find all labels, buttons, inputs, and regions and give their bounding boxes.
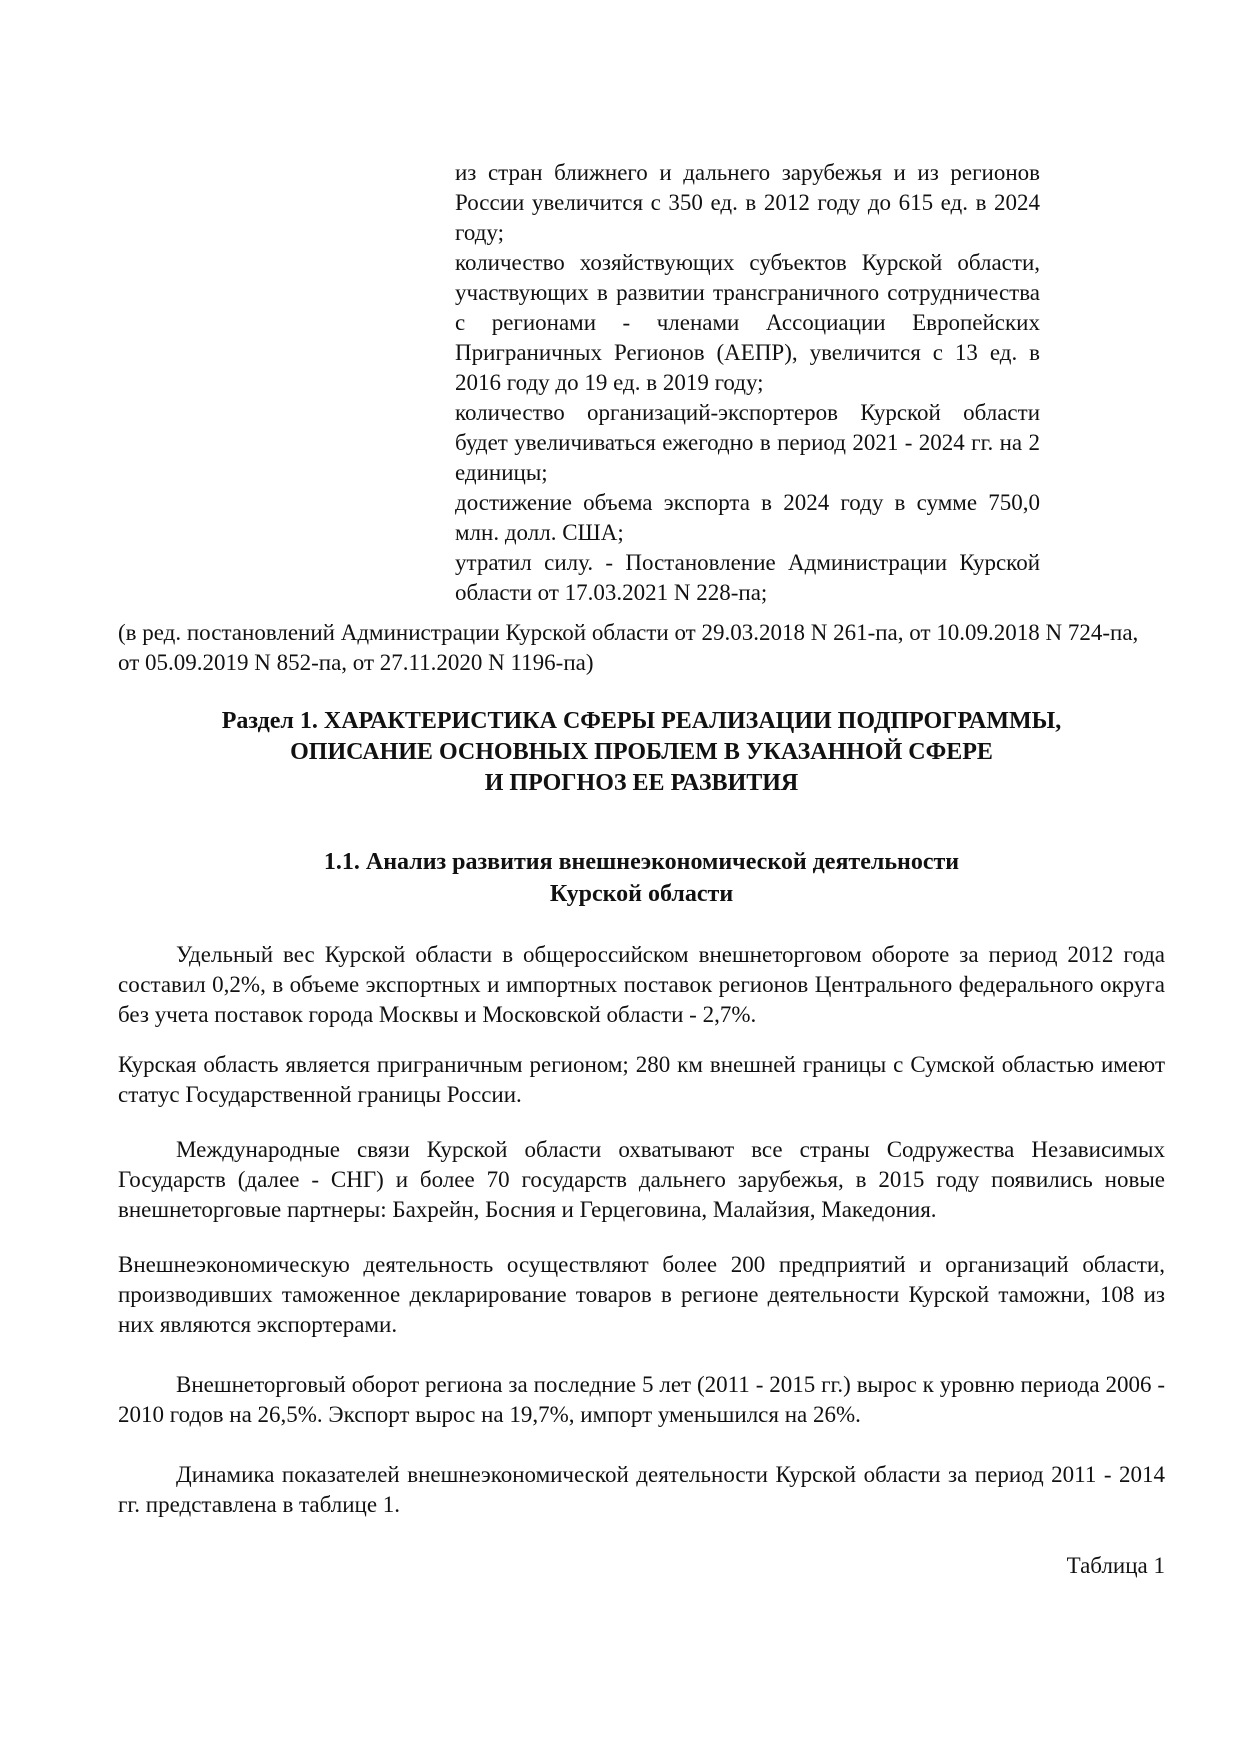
subsection-heading-line: Курской области — [549, 881, 734, 907]
paragraph-enterprises: Внешнеэкономическую деятельность осуществляют более 200 предприятий и организаций области, производивших таможенное декларирование товаров в регионе деятельности Курской таможни, 108 из них являются экспортерами. — [118, 1252, 1165, 1337]
section-heading-line: ОПИСАНИЕ ОСНОВНЫХ ПРОБЛЕМ В УКАЗАННОЙ СФЕРЕ — [290, 739, 993, 765]
target-indicators-list — [455, 158, 1040, 608]
indicator-item: количество организаций-экспортеров Курской области будет увеличиваться ежегодно в период 2021 - 2024 гг. на 2 единицы; — [455, 400, 1040, 485]
section-heading — [118, 706, 1165, 799]
subsection-heading-line: 1.1. Анализ развития внешнеэкономической деятельности — [323, 849, 960, 875]
section-heading-line: И ПРОГНОЗ ЕЕ РАЗВИТИЯ — [484, 770, 799, 796]
paragraph-share-of-trade: Удельный вес Курской области в общероссийском внешнеторговом обороте за период 2012 года составил 0,2%, в объеме экспортных и импортных поставок регионов Центрального федерального округа без учета поставок города Москвы и Московской области - 2,7%. — [118, 942, 1165, 1027]
table-caption: Таблица 1 — [1066, 1553, 1165, 1578]
paragraph-dynamics: Динамика показателей внешнеэкономической деятельности Курской области за период 2011 - 2014 гг. представлена в таблице 1. — [118, 1462, 1165, 1517]
paragraph-international-ties: Международные связи Курской области охватывают все страны Содружества Независимых Государств (далее - СНГ) и более 70 государств дальнего зарубежья, в 2015 году появились новые внешнеторговые партнеры: Бахрейн, Босния и Герцеговина, Малайзия, Македония. — [118, 1137, 1165, 1222]
paragraph-border-region: Курская область является приграничным регионом; 280 км внешней границы с Сумской областью имеют статус Государственной границы России. — [118, 1052, 1165, 1107]
indicator-item: из стран ближнего и дальнего зарубежья и из регионов России увеличится с 350 ед. в 2012 году до 615 ед. в 2024 году; — [455, 160, 1040, 245]
indicator-item: количество хозяйствующих субъектов Курской области, участвующих в развитии трансграничного сотрудничества с регионами - членами Ассоциации Европейских Приграничных Регионов (АЕПР), увеличится с 13 ед. в 2016 году до 19 ед. в 2019 году; — [455, 250, 1040, 395]
indicator-item: достижение объема экспорта в 2024 году в сумме 750,0 млн. долл. США; — [455, 490, 1040, 545]
subsection-heading — [118, 846, 1165, 910]
section-heading-line: Раздел 1. ХАРАКТЕРИСТИКА СФЕРЫ РЕАЛИЗАЦИИ ПОДПРОГРАММЫ, — [221, 708, 1062, 734]
indicator-item: утратил силу. - Постановление Администрации Курской области от 17.03.2021 N 228-па; — [455, 550, 1040, 605]
paragraph-trade-growth: Внешнеторговый оборот региона за последние 5 лет (2011 - 2015 гг.) вырос к уровню периода 2006 - 2010 годов на 26,5%. Экспорт вырос на 19,7%, импорт уменьшился на 26%. — [118, 1372, 1165, 1427]
amendment-note: (в ред. постановлений Администрации Курской области от 29.03.2018 N 261-па, от 10.09.2018 N 724-па, от 05.09.2019 N 852-па, от 27.11.2020 N 1196-па) — [118, 620, 1139, 675]
